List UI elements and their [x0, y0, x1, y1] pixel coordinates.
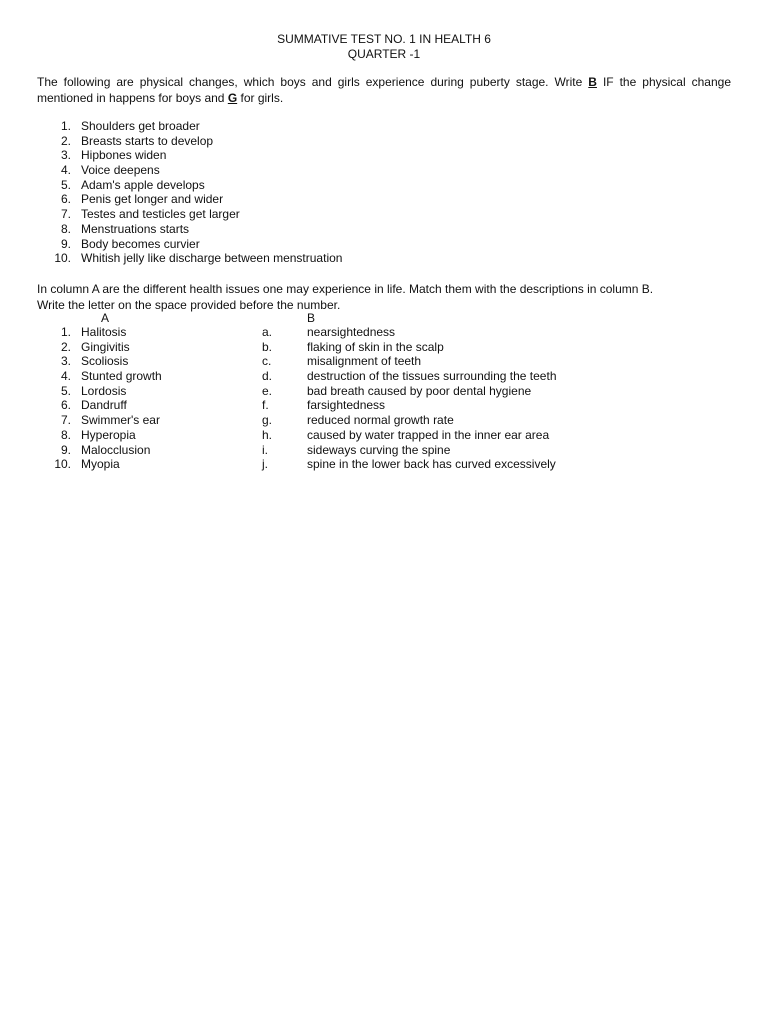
- matching-table: [37, 325, 731, 472]
- column-a-term: Stunted growth: [81, 369, 162, 384]
- column-a-term: Scoliosis: [81, 354, 129, 369]
- item-number: 8.: [60, 221, 71, 236]
- item-number: 4.: [60, 163, 71, 178]
- row-number: 3.: [60, 354, 71, 369]
- item-text: Voice deepens: [81, 163, 160, 178]
- boys-letter: B: [588, 75, 597, 89]
- instruction-matching-line1: In column A are the different health issues one may experience in life. Match them with the descriptions in column B.: [37, 282, 654, 296]
- row-number: 10.: [54, 457, 71, 472]
- column-b-letter: j.: [262, 457, 268, 472]
- table-row: [37, 457, 731, 472]
- row-number: 5.: [60, 383, 71, 398]
- column-a-term: Myopia: [81, 457, 120, 472]
- column-b-letter: e.: [262, 383, 273, 398]
- table-row: [37, 384, 731, 399]
- column-a-term: Dandruff: [81, 398, 127, 413]
- item-text: Adam's apple develops: [81, 177, 205, 192]
- column-a-term: Gingivitis: [81, 339, 130, 354]
- column-b-letter: d.: [262, 369, 273, 384]
- column-a-header: A: [101, 311, 110, 325]
- column-a-term: Malocclusion: [81, 442, 151, 457]
- column-b-letter: g.: [262, 413, 273, 428]
- table-row: [37, 354, 731, 369]
- column-b-description: sideways curving the spine: [307, 442, 451, 457]
- row-number: 7.: [60, 413, 71, 428]
- quarter-subtitle: QUARTER -1: [347, 47, 421, 61]
- column-a-term: Swimmer's ear: [81, 413, 160, 428]
- girls-letter: G: [227, 90, 238, 105]
- column-b-letter: b.: [262, 339, 273, 354]
- item-number: 10.: [54, 251, 71, 266]
- row-number: 9.: [60, 442, 71, 457]
- table-row: [37, 340, 731, 355]
- column-b-letter: h.: [262, 427, 273, 442]
- column-b-letter: a.: [262, 325, 273, 339]
- table-row: [37, 413, 731, 428]
- column-b-letter: c.: [262, 354, 272, 369]
- instruction-matching: [37, 282, 731, 313]
- table-row: [37, 325, 731, 340]
- instruction-puberty-part2: IF the physical change mentioned in happens for boys and: [37, 75, 731, 105]
- column-b-description: caused by water trapped in the inner ear area: [307, 427, 550, 442]
- column-b-description: farsightedness: [307, 398, 386, 413]
- item-text: Testes and testicles get larger: [81, 207, 240, 222]
- row-number: 2.: [60, 339, 71, 354]
- instruction-puberty-part3: for girls.: [237, 90, 284, 105]
- item-text: Breasts starts to develop: [81, 133, 214, 148]
- column-b-letter: i.: [262, 442, 268, 457]
- column-a-term: Lordosis: [81, 383, 127, 398]
- column-a-term: Halitosis: [81, 325, 127, 339]
- column-b-description: spine in the lower back has curved excessively: [307, 457, 556, 472]
- row-number: 1.: [60, 325, 71, 339]
- table-row: [37, 398, 731, 413]
- row-number: 4.: [60, 369, 71, 384]
- row-number: 6.: [60, 398, 71, 413]
- instruction-matching-line2: Write the letter on the space provided before the number.: [37, 297, 341, 312]
- table-row: [37, 369, 731, 384]
- item-number: 3.: [60, 148, 71, 163]
- test-title: SUMMATIVE TEST NO. 1 IN HEALTH 6: [277, 32, 491, 46]
- item-text: Shoulders get broader: [81, 119, 200, 133]
- item-number: 7.: [60, 207, 71, 222]
- column-b-description: reduced normal growth rate: [307, 413, 454, 428]
- column-b-description: nearsightedness: [307, 325, 396, 339]
- column-b-description: flaking of skin in the scalp: [307, 339, 444, 354]
- table-row: [37, 428, 731, 443]
- item-number: 2.: [60, 133, 71, 148]
- column-b-header: B: [307, 311, 316, 325]
- item-text: Whitish jelly like discharge between menstruation: [81, 251, 343, 266]
- item-text: Body becomes curvier: [81, 236, 200, 251]
- item-text: Menstruations starts: [81, 221, 190, 236]
- instruction-puberty: [37, 75, 731, 106]
- item-number: 1.: [60, 119, 71, 133]
- item-number: 6.: [60, 192, 71, 207]
- column-b-description: misalignment of teeth: [307, 354, 422, 369]
- item-text: Hipbones widen: [81, 148, 167, 163]
- table-row: [37, 443, 731, 458]
- row-number: 8.: [60, 427, 71, 442]
- instruction-puberty-part1: The following are physical changes, which boys and girls experience during puberty stage. Write: [37, 75, 589, 89]
- column-b-letter: f.: [262, 398, 269, 413]
- column-b-description: bad breath caused by poor dental hygiene: [307, 383, 532, 398]
- item-number: 9.: [60, 236, 71, 251]
- column-a-term: Hyperopia: [81, 427, 136, 442]
- item-number: 5.: [60, 177, 71, 192]
- column-b-description: destruction of the tissues surrounding the teeth: [307, 369, 557, 384]
- item-text: Penis get longer and wider: [81, 192, 224, 207]
